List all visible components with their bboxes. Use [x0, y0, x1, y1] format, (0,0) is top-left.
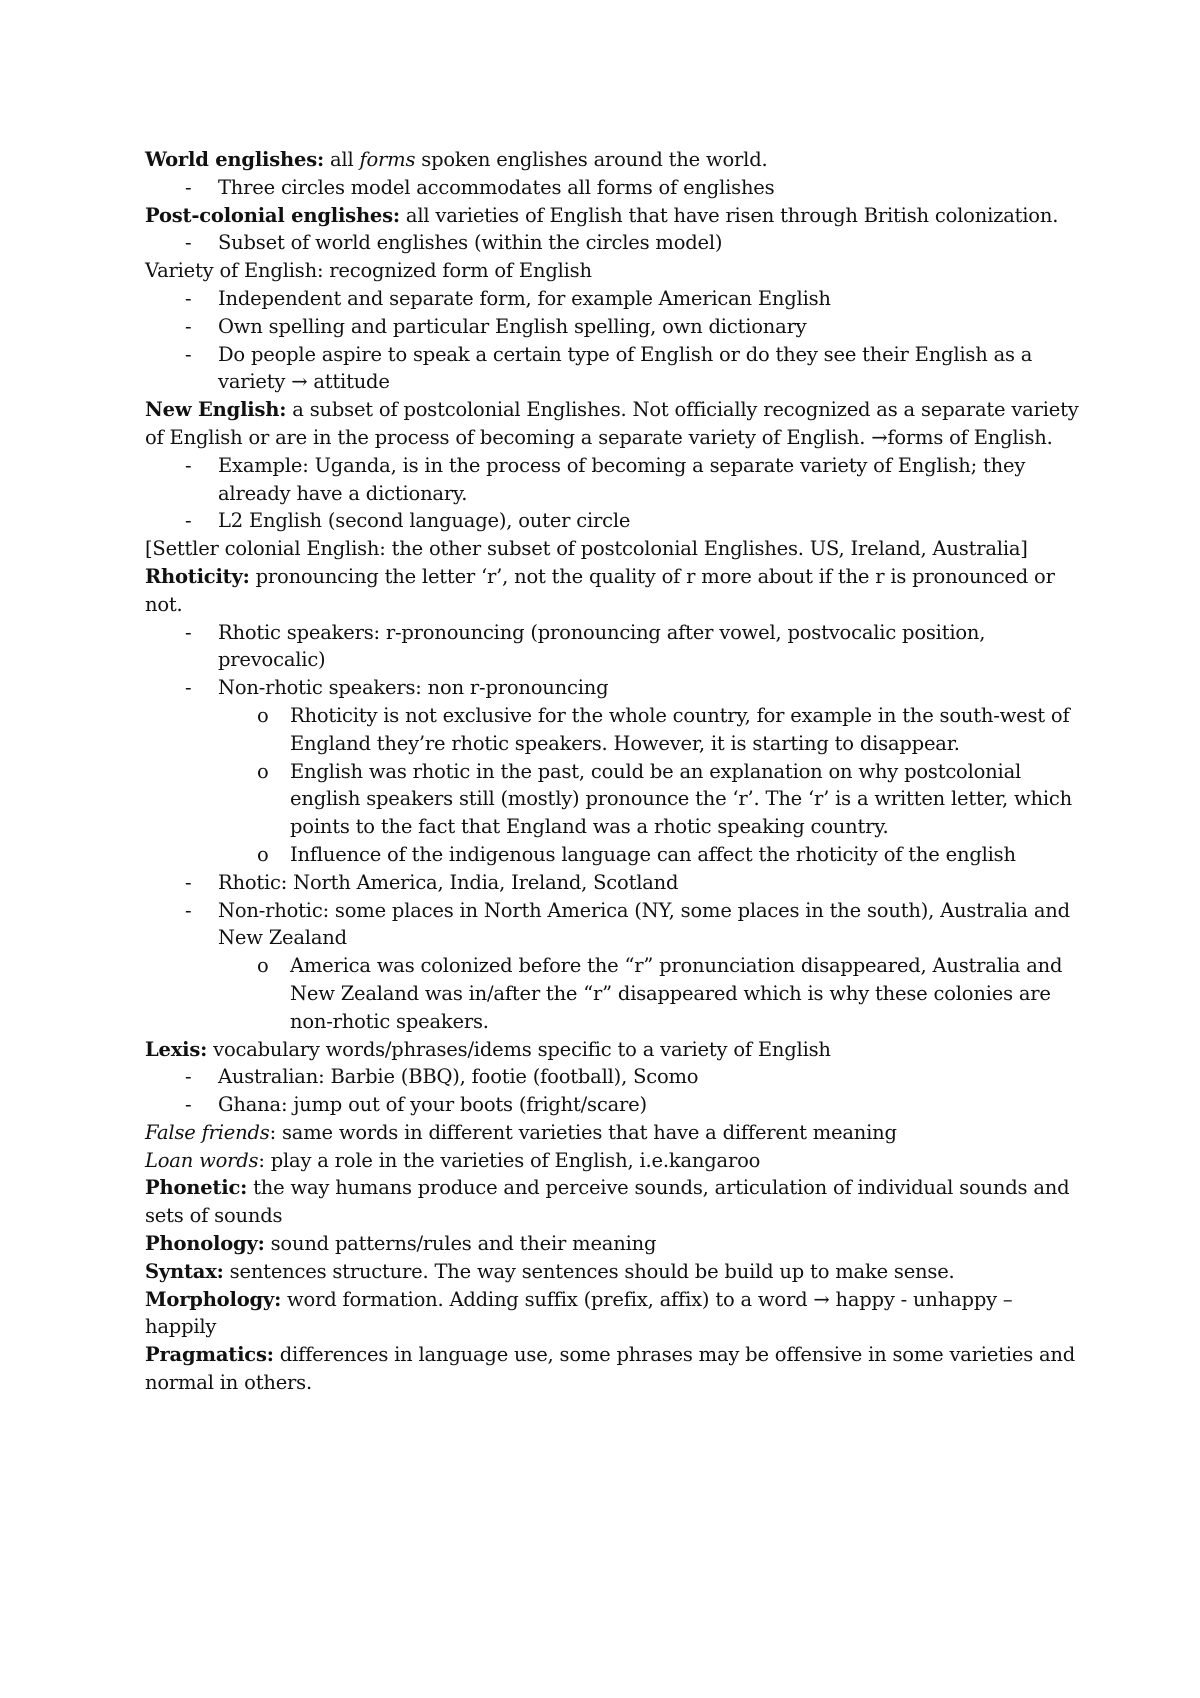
new-english-definition: [145, 396, 1085, 452]
phonetic-definition: [145, 1174, 1085, 1230]
definition-text: sentences structure. The way sentences should be build up to make sense.: [223, 1259, 955, 1283]
bullet-item: - Subset of world englishes (within the circles model): [145, 229, 1085, 257]
lexis-definition: [145, 1036, 1085, 1064]
bullet-item: - Rhotic: North America, India, Ireland, Scotland: [145, 869, 1085, 897]
pragmatics-definition: [145, 1341, 1085, 1397]
definition-text: the way humans produce and perceive sounds, articulation of individual sounds and sets of sounds: [145, 1176, 1070, 1228]
loan-words-definition: [145, 1147, 1085, 1175]
definition-text: sound patterns/rules and their meaning: [264, 1232, 657, 1256]
postcolonial-englishes-definition: [145, 202, 1085, 230]
morphology-definition: [145, 1286, 1085, 1342]
phonology-definition: [145, 1230, 1085, 1258]
world-englishes-definition: [145, 146, 1085, 174]
rhoticity-definition: [145, 563, 1085, 619]
term-phonology: Phonology:: [145, 1232, 265, 1256]
term-loan-words: Loan words: [145, 1148, 259, 1172]
term-syntax: Syntax:: [145, 1259, 224, 1283]
bullet-item: - L2 English (second language), outer circle: [145, 507, 1085, 535]
term-phonetic: Phonetic:: [145, 1176, 248, 1200]
definition-text: : play a role in the varieties of English, i.e.kangaroo: [258, 1148, 761, 1172]
term-postcolonial-englishes: Post-colonial englishes:: [145, 203, 400, 227]
term-lexis: Lexis:: [145, 1037, 208, 1061]
definition-text: spoken englishes around the world.: [415, 148, 768, 171]
sub-bullet-item: o Rhoticity is not exclusive for the whole country, for example in the south-west of England they’re rhotic speakers. However, it is starting to disappear.: [145, 702, 1085, 758]
bullet-item: - Non-rhotic: some places in North America (NY, some places in the south), Australia and New Zealand: [145, 897, 1085, 953]
bullet-item: - Example: Uganda, is in the process of becoming a separate variety of English; they already have a dictionary.: [145, 452, 1085, 508]
false-friends-definition: [145, 1119, 1085, 1147]
term-morphology: Morphology:: [145, 1287, 282, 1311]
definition-text: differences in language use, some phrases may be offensive in some varieties and normal in others.: [145, 1343, 1076, 1395]
sub-bullet-item: o English was rhotic in the past, could be an explanation on why postcolonial english speakers still (mostly) pronounce the ‘r’. The ‘r’ is a written letter, which points to the fact that England was a rhotic speaking country.: [145, 758, 1085, 841]
bullet-item: - Rhotic speakers: r-pronouncing (pronouncing after vowel, postvocalic position, prevocalic): [145, 619, 1085, 675]
definition-text: : same words in different varieties that have a different meaning: [269, 1120, 897, 1144]
term-new-english: New English:: [145, 398, 287, 422]
bullet-item: - Independent and separate form, for example American English: [145, 285, 1085, 313]
sub-bullet-item: o Influence of the indigenous language can affect the rhoticity of the english: [145, 841, 1085, 869]
bullet-item: - Do people aspire to speak a certain type of English or do they see their English as a variety → attitude: [145, 341, 1085, 397]
bullet-item: - Three circles model accommodates all forms of englishes: [145, 174, 1085, 202]
document-page: [145, 146, 1085, 1397]
definition-text: vocabulary words/phrases/idems specific to a variety of English: [207, 1037, 831, 1061]
definition-text: word formation. Adding suffix (prefix, affix) to a word → happy - unhappy – happily: [145, 1287, 1013, 1339]
term-world-englishes: World englishes:: [145, 148, 324, 171]
term-rhoticity: Rhoticity:: [145, 564, 250, 588]
term-pragmatics: Pragmatics:: [145, 1343, 274, 1367]
variety-of-english-definition: Variety of English: recognized form of English: [145, 259, 592, 283]
definition-text: a subset of postcolonial Englishes. Not officially recognized as a separate variety of English or are in the process of becoming a separate variety of English. →forms of English.: [145, 398, 1079, 449]
bullet-item: - Ghana: jump out of your boots (fright/scare): [145, 1091, 1085, 1119]
definition-text: pronouncing the letter ‘r’, not the quality of r more about if the r is pronounced or not.: [145, 564, 1055, 616]
definition-text: all: [324, 148, 360, 171]
bullet-item: - Own spelling and particular English spelling, own dictionary: [145, 313, 1085, 341]
syntax-definition: [145, 1258, 1085, 1286]
bullet-item: - Australian: Barbie (BBQ), footie (football), Scomo: [145, 1063, 1085, 1091]
italic-forms: forms: [359, 148, 416, 171]
definition-text: all varieties of English that have risen through British colonization.: [399, 203, 1059, 227]
bullet-item: - Non-rhotic speakers: non r-pronouncing: [145, 674, 1085, 702]
sub-bullet-item: o America was colonized before the “r” pronunciation disappeared, Australia and New Zealand was in/after the “r” disappeared which is why these colonies are non-rhotic speakers.: [145, 952, 1085, 1035]
term-false-friends: False friends: [145, 1120, 270, 1144]
settler-colonial-note: [Settler colonial English: the other subset of postcolonial Englishes. US, Ireland, Australia]: [145, 537, 1028, 561]
